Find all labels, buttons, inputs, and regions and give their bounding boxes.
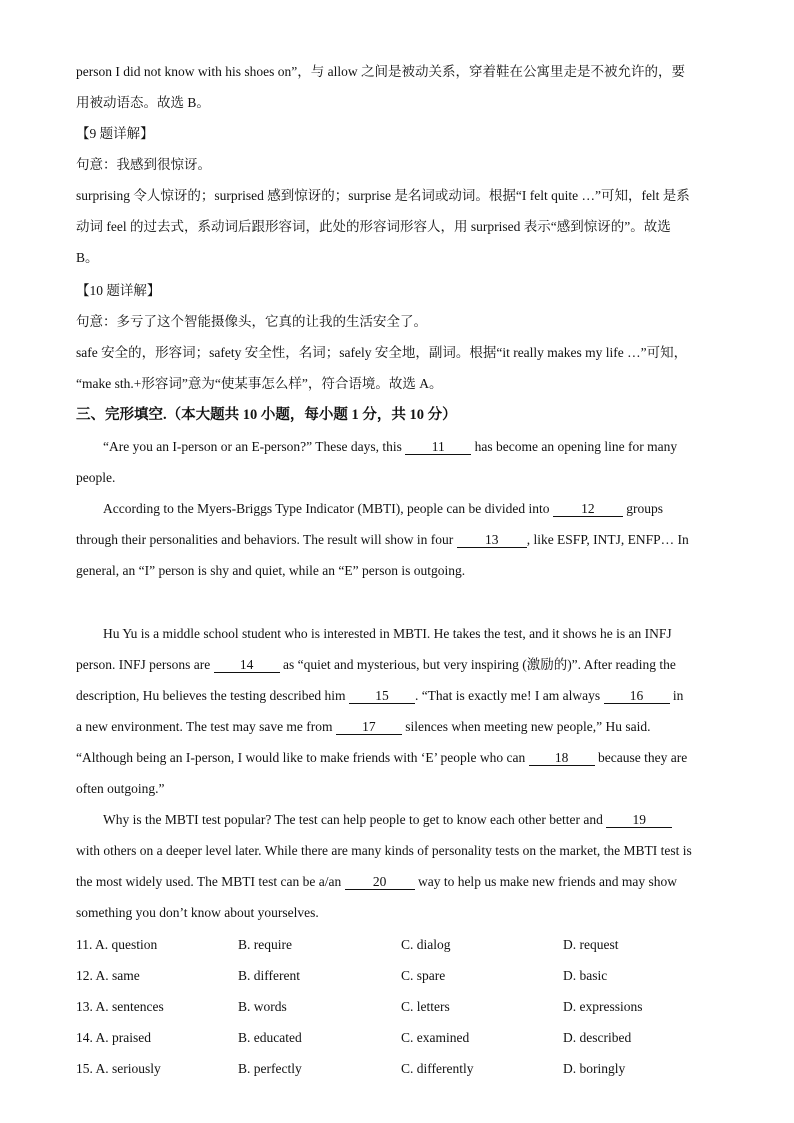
passage-line [103,437,718,457]
blank-19: 19 [606,812,672,828]
option-c: C. dialog [401,937,451,952]
passage-line [76,717,718,737]
option-a: 15. A. seriously [76,1061,161,1076]
q9-meaning: 句意：我感到很惊讶。 [76,157,211,172]
passage-text: “Are you an I-person or an E-person?” These days, this [103,439,406,454]
option-c: C. differently [401,1061,474,1076]
blank-18: 18 [529,750,595,766]
passage-text: the most widely used. The MBTI test can be a/an [76,874,345,889]
passage-text: person. INFJ persons are [76,657,214,672]
option-d: D. expressions [563,999,643,1014]
option-d: D. described [563,1030,632,1045]
option-row [76,1059,718,1079]
q9-explanation: 动词 feel 的过去式，系动词后跟形容词，此处的形容词形容人，用 surprised 表示“感到惊讶的”。故选 [76,219,671,234]
passage-text: way to help us make new friends and may show [414,874,678,889]
passage-text: . “That is exactly me! I am always [414,688,604,703]
passage-text: as “quiet and mysterious, but very inspiring (激励的)”. After reading the [279,657,676,672]
passage-text: because they are [594,750,688,765]
passage-text: groups [622,501,663,516]
option-c: C. spare [401,968,446,983]
option-d: D. boringly [563,1061,626,1076]
passage-line: Hu Yu is a middle school student who is interested in MBTI. He takes the test, and it shows he is an INFJ [103,626,672,641]
option-c: C. letters [401,999,450,1014]
passage-line [76,872,718,892]
explanation-line: 用被动语态。故选 B。 [76,95,210,110]
passage-text: “Although being an I-person, I would like to make friends with ‘E’ people who can [76,750,529,765]
passage-text: a new environment. The test may save me from [76,719,336,734]
q9-explanation: surprising 令人惊讶的；surprised 感到惊讶的；surprise 是名词或动词。根据“I felt quite …”可知，felt 是系 [76,188,690,203]
passage-line: with others on a deeper level later. While there are many kinds of personality tests on the market, the MBTI test is [76,843,692,858]
blank-14: 14 [214,657,280,673]
option-b: B. words [238,999,287,1014]
option-d: D. request [563,937,619,952]
option-a: 12. A. same [76,968,140,983]
q10-title: 【10 题详解】 [76,283,161,298]
passage-line [76,748,718,768]
blank-20: 20 [345,874,415,890]
blank-17: 17 [336,719,402,735]
passage-line [76,530,718,550]
blank-15: 15 [349,688,415,704]
passage-text: description, Hu believes the testing described him [76,688,349,703]
option-b: B. require [238,937,292,952]
passage-line: often outgoing.” [76,781,165,796]
blank-12: 12 [553,501,623,517]
passage-line [76,686,718,706]
passage-line [103,499,718,519]
passage-text: silences when meeting new people,” Hu said. [401,719,651,734]
q10-explanation: safe 安全的，形容词；safety 安全性，名词；safely 安全地，副词。根据“it really makes my life …”可知， [76,345,688,360]
q9-title: 【9 题详解】 [76,126,154,141]
option-c: C. examined [401,1030,470,1045]
option-a: 13. A. sentences [76,999,164,1014]
explanation-line: person I did not know with his shoes on”，与 allow 之间是被动关系，穿着鞋在公寓里走是不被允许的，要 [76,64,685,79]
option-row [76,997,718,1017]
option-d: D. basic [563,968,608,983]
passage-line: people. [76,470,116,485]
q9-explanation: B。 [76,250,99,265]
blank-13: 13 [457,532,527,548]
blank-11: 11 [405,439,471,455]
option-b: B. different [238,968,300,983]
option-row [76,966,718,986]
passage-line: something you don’t know about yourselves. [76,905,319,920]
passage-text: has become an opening line for many [471,439,678,454]
passage-line [76,655,718,675]
option-a: 14. A. praised [76,1030,151,1045]
q10-meaning: 句意：多亏了这个智能摄像头，它真的让我的生活安全了。 [76,314,427,329]
passage-text: in [669,688,684,703]
passage-line: general, an “I” person is shy and quiet, while an “E” person is outgoing. [76,563,466,578]
option-a: 11. A. question [76,937,158,952]
blank-16: 16 [604,688,670,704]
section-heading: 三、完形填空.（本大题共 10 小题，每小题 1 分，共 10 分） [76,407,457,423]
option-row [76,1028,718,1048]
option-row [76,935,718,955]
passage-text: , like ESFP, INTJ, ENFP… In [526,532,689,547]
passage-text: Why is the MBTI test popular? The test can help people to get to know each other better and [103,812,607,827]
passage-line [103,810,718,830]
option-b: B. educated [238,1030,302,1045]
passage-text: According to the Myers-Briggs Type Indicator (MBTI), people can be divided into [103,501,553,516]
passage-text: through their personalities and behaviors. The result will show in four [76,532,457,547]
q10-explanation: “make sth.+形容词”意为“使某事怎么样”，符合语境。故选 A。 [76,376,443,391]
option-b: B. perfectly [238,1061,302,1076]
